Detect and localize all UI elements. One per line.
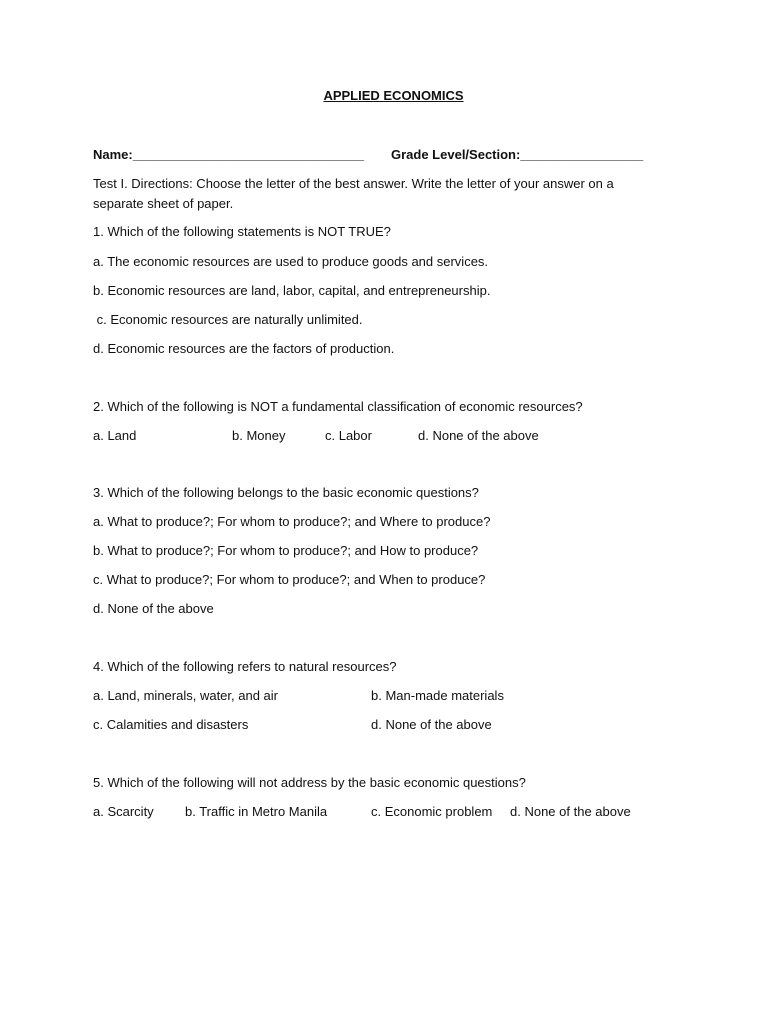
question-1-option-a: a. The economic resources are used to produce goods and services. xyxy=(93,254,489,269)
question-3-prompt: 3. Which of the following belongs to the basic economic questions? xyxy=(93,485,479,500)
question-3-option-a: a. What to produce?; For whom to produce?; and Where to produce? xyxy=(93,514,491,529)
question-3-option-c: c. What to produce?; For whom to produce?; and When to produce? xyxy=(93,572,486,587)
question-2-option-b: b. Money xyxy=(232,428,286,443)
page-title: APPLIED ECONOMICS xyxy=(323,88,464,103)
directions-line-2: separate sheet of paper. xyxy=(93,196,234,211)
question-4-option-b: b. Man-made materials xyxy=(371,688,504,703)
question-5-option-c: c. Economic problem xyxy=(371,804,493,819)
question-2-option-c: c. Labor xyxy=(325,428,372,443)
question-1-option-d: d. Economic resources are the factors of production. xyxy=(93,341,395,356)
question-5-option-a: a. Scarcity xyxy=(93,804,154,819)
question-1-prompt: 1. Which of the following statements is NOT TRUE? xyxy=(93,224,391,239)
question-2-option-d: d. None of the above xyxy=(418,428,539,443)
question-5-option-b: b. Traffic in Metro Manila xyxy=(185,804,328,819)
question-1-option-b: b. Economic resources are land, labor, capital, and entrepreneurship. xyxy=(93,283,491,298)
grade-section-field-label: Grade Level/Section:_________________ xyxy=(391,147,644,162)
question-4-option-d: d. None of the above xyxy=(371,717,492,732)
question-2-prompt: 2. Which of the following is NOT a fundamental classification of economic resources? xyxy=(93,399,583,414)
question-4-option-a: a. Land, minerals, water, and air xyxy=(93,688,278,703)
question-5-option-d: d. None of the above xyxy=(510,804,631,819)
question-4-option-c: c. Calamities and disasters xyxy=(93,717,249,732)
question-2-option-a: a. Land xyxy=(93,428,137,443)
directions-line-1: Test I. Directions: Choose the letter of the best answer. Write the letter of your answer on a xyxy=(93,176,614,191)
question-3-option-d: d. None of the above xyxy=(93,601,214,616)
question-4-prompt: 4. Which of the following refers to natural resources? xyxy=(93,659,397,674)
name-field-label: Name:________________________________ xyxy=(93,147,365,162)
question-5-prompt: 5. Which of the following will not address by the basic economic questions? xyxy=(93,775,526,790)
question-1-option-c: c. Economic resources are naturally unlimited. xyxy=(93,312,363,327)
question-3-option-b: b. What to produce?; For whom to produce?; and How to produce? xyxy=(93,543,479,558)
